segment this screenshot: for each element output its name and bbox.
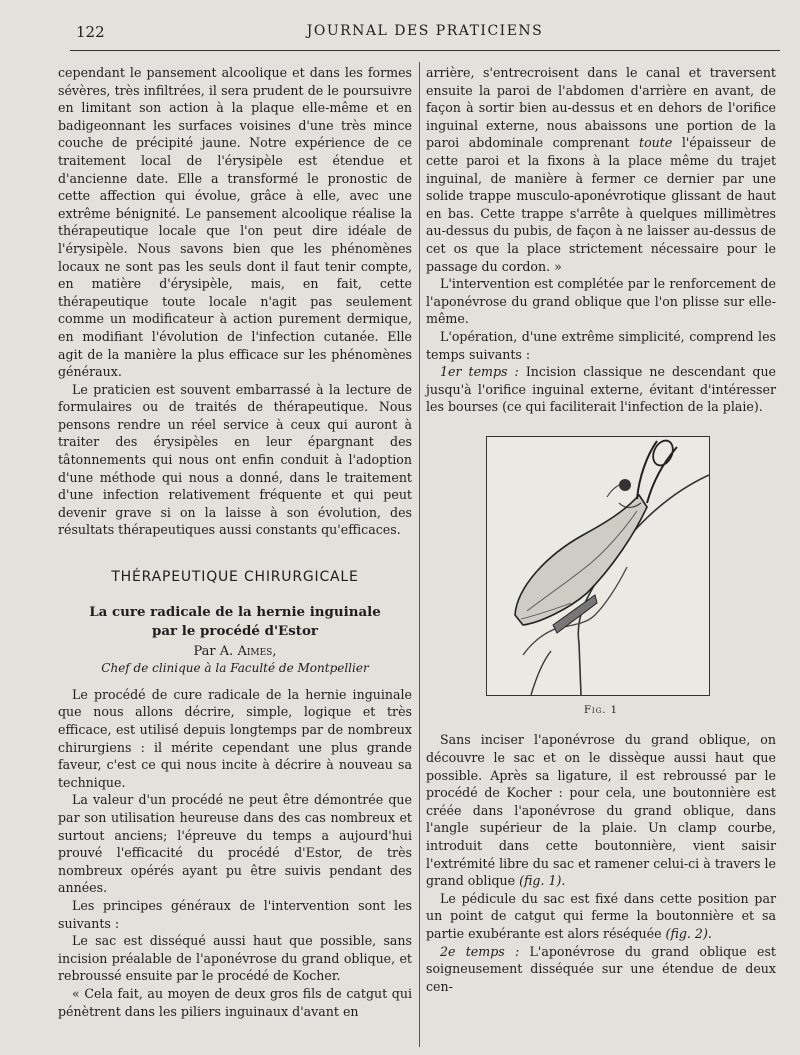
step-label-1: 1er temps : [440, 364, 519, 380]
hernia-illustration [487, 437, 709, 695]
right-paragraph-5: Sans inciser l'aponévrose du grand oblique, on découvre le sac et on le dissèque aussi haut que possible. Après sa ligature, il est rebroussé par le procédé de Kocher : pour cela, une boutonnière est créée dans l'aponévrose du grand oblique, dans l'angle supérieur de la plaie. Un clamp courbe, introduit dans cette boutonnière, vient saisir l'extrémité libre du sac et ramener celui-ci à travers le grand oblique (fig. 1). [426, 732, 776, 889]
article-title-line-2: par le procédé d'Estor [152, 622, 318, 639]
author-affiliation: Chef de clinique à la Faculté de Montpellier [101, 661, 369, 676]
page-number: 122 [76, 23, 105, 41]
page-header [70, 20, 780, 51]
author-name: A. Aimes, [219, 643, 277, 659]
left-paragraph-2: Le praticien est souvent embarrassé à la lecture de formulaires ou de traités de thérapeutique. Nous pensons rendre un réel service à ceux qui auront à traiter des érysipèles en leur épargnant des tâtonnements qui nous ont enfin conduit à l'adoption d'une méthode qui nous a donné, dans le traitement d'une infection relativement fréquente et qui peut devenir grave si on la laisse à son évolution, des résultats thérapeutiques aussi constants qu'efficaces. [58, 381, 412, 538]
right-column [426, 64, 776, 995]
column-divider [419, 62, 420, 1047]
journal-title: JOURNAL DES PRATICIENS [306, 23, 544, 39]
right-paragraph-3: L'opération, d'une extrême simplicité, comprend les temps suivants : [426, 328, 776, 362]
step-label-2: 2e temps : [440, 943, 520, 959]
figure-reference-1: (fig. 1). [519, 873, 566, 889]
left-paragraph-1: cependant le pansement alcoolique et dans les formes sévères, très infiltrées, il sera prudent de le poursuivre en limitant son action à la plaque elle-même et en badigeonnant les surfaces voisines d'une très mince couche de précipité jaune. Notre expérience de ce traitement local de l'érysipèle est étendue et d'ancienne date. Elle a transformé le pronostic de cette affection qui évolue, grâce à elle, avec une extrême bénignité. Le pansement alcoolique réalise la thérapeutique locale que l'on peut dire idéale de l'érysipèle. Nous savons bien que les phénomènes locaux ne sont pas les seuls dont il faut tenir compte, en matière d'érysipèle, mais, en fait, cette thérapeutique toute locale n'agit pas seulement comme un modificateur à action purement dermique, en modifiant l'évolution de l'infection cutanée. Elle agit de la manière la plus efficace sur les phénomènes généraux. [58, 65, 412, 380]
author-line [58, 643, 412, 661]
figure-caption: Fig. 1 [583, 704, 618, 716]
section-heading: THÉRAPEUTIQUE CHIRURGICALE [111, 569, 359, 586]
left-paragraph-7: « Cela fait, au moyen de deux gros fils de catgut qui pénètrent dans les piliers inguinaux d'avant en [58, 985, 412, 1019]
left-paragraph-5: Les principes généraux de l'intervention sont les suivants : [58, 897, 412, 931]
author-prefix: Par [193, 643, 216, 659]
right-paragraph-1: arrière, s'entrecroisent dans le canal et traversent ensuite la paroi de l'abdomen d'arrière en avant, de façon à sortir bien au-dessus et en dehors de l'orifice inguinal externe, nous abaissons une portion de la paroi abdominale comprenant toute l'épaisseur de cette paroi et la fixons à la place même du trajet inguinal, de manière à fermer ce dernier par une solide trappe musculo-aponévrotique glissant de haut en bas. Cette trappe s'arrête à quelques millimètres au-dessus du pubis, de façon à ne laisser au-dessus de cet os que la place strictement nécessaire pour le passage du cordon. » [426, 65, 776, 274]
right-paragraph-6: Le pédicule du sac est fixé dans cette position par un point de catgut qui ferme la boutonnière et sa partie exubérante est alors réséquée (fig. 2). [426, 890, 776, 941]
emphasis-toute: toute [639, 135, 673, 151]
right-paragraph-4: 1er temps : Incision classique ne descendant que jusqu'à l'orifice inguinal externe, évitant d'intéresser les bourses (ce qui faciliterait l'infection de la plaie). [426, 364, 777, 415]
right-paragraph-7: 2e temps : L'aponévrose du grand oblique est soigneusement disséquée sur une étendue de deux cen- [426, 943, 776, 994]
figure-reference-2: (fig. 2). [665, 926, 712, 941]
right-paragraph-2: L'intervention est complétée par le renforcement de l'aponévrose du grand oblique que l'on plisse sur elle-même. [426, 276, 776, 327]
article-title-line-1: La cure radicale de la hernie inguinale [89, 603, 381, 620]
left-column [58, 64, 412, 1020]
left-paragraph-6: Le sac est disséqué aussi haut que possible, sans incision préalable de l'aponévrose du grand oblique, et rebroussé ensuite par le procédé de Kocher. [58, 933, 412, 984]
surgical-figure-1 [486, 436, 710, 696]
left-paragraph-3: Le procédé de cure radicale de la hernie inguinale que nous allons décrire, simple, logique et très efficace, est utilisé depuis longtemps par de nombreux chirurgiens : il mérite cependant une plus grande faveur, c'est ce qui nous incite à décrire à nouveau sa technique. [58, 686, 412, 790]
left-paragraph-4: La valeur d'un procédé ne peut être démontrée que par son utilisation heureuse dans des cas nombreux et surtout anciens; l'épreuve du temps a aujourd'hui prouvé l'efficacité du procédé d'Estor, de très nombreux opérés ayant pu être suivis pendant des années. [58, 792, 412, 896]
